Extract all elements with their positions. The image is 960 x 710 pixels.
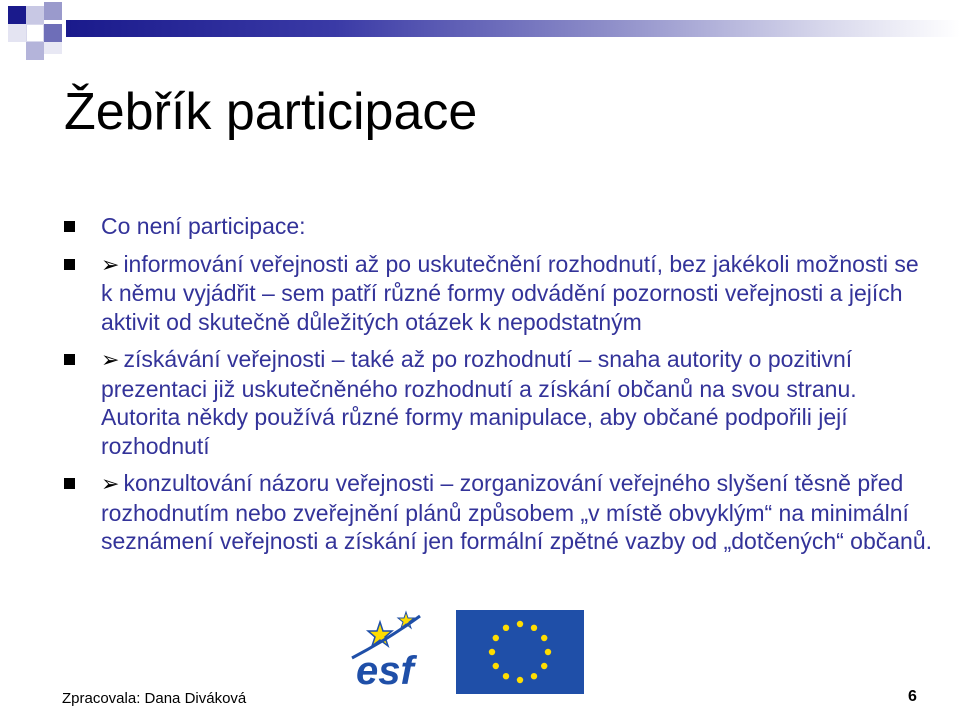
eu-star-icon xyxy=(541,635,547,641)
list-item xyxy=(64,469,934,556)
eu-star-icon xyxy=(493,635,499,641)
arrow-bullet-icon: ➢ xyxy=(101,347,120,372)
list-item xyxy=(64,250,934,337)
eu-star-icon xyxy=(489,649,495,655)
eu-star-icon xyxy=(545,649,551,655)
slide-title: Žebřík participace xyxy=(64,83,478,141)
square-bullet-icon xyxy=(64,221,75,232)
eu-star-icon xyxy=(503,673,509,679)
arrow-bullet-icon: ➢ xyxy=(101,471,120,496)
decor-square xyxy=(44,24,62,42)
eu-star-icon xyxy=(531,673,537,679)
eu-star-icon xyxy=(493,663,499,669)
eu-star-icon xyxy=(517,677,523,683)
eu-star-icon xyxy=(541,663,547,669)
list-item xyxy=(64,212,934,241)
decor-square xyxy=(44,2,62,20)
footer-author: Zpracovala: Dana Diváková xyxy=(62,690,247,707)
eu-star-icon xyxy=(517,621,523,627)
arrow-bullet-icon: ➢ xyxy=(101,251,120,277)
square-bullet-icon xyxy=(64,259,75,270)
eu-star-icon xyxy=(531,625,537,631)
list-item-text: Co není participace: xyxy=(101,213,306,239)
esf-logo xyxy=(350,608,450,688)
eu-flag xyxy=(456,610,584,694)
bullet-list xyxy=(64,212,934,565)
square-bullet-icon xyxy=(64,478,75,489)
list-item xyxy=(64,345,934,460)
decor-square xyxy=(26,42,44,60)
decor-square xyxy=(26,24,44,42)
decor-square xyxy=(44,42,62,54)
header-decoration xyxy=(0,0,960,60)
decor-square xyxy=(8,6,26,24)
esf-logo-text: esf xyxy=(356,649,414,688)
square-bullet-icon xyxy=(64,354,75,365)
eu-star-icon xyxy=(503,625,509,631)
decor-square xyxy=(26,6,44,24)
list-item-text: získávání veřejnosti – také až po rozhodnutí – snaha autority o pozitivní prezentaci již uskutečněného rozhodnutí a získání občanů na svou stranu. Autorita někdy používá různé formy manipulace, aby občané podpořili její rozhodnutí xyxy=(101,346,857,459)
header-gradient-bar xyxy=(66,20,960,37)
list-item-text: konzultování názoru veřejnosti – zorganizování veřejného slyšení těsně před rozhodnutím nebo zveřejnění plánů způsobem „v místě obvyklým“ na minimální seznámení veřejnosti a získání jen formální zpětné vazby od „dotčených“ občanů. xyxy=(101,470,933,554)
page-number: 6 xyxy=(908,688,917,705)
decor-square xyxy=(8,24,26,42)
list-item-text: informování veřejnosti až po uskutečnění rozhodnutí, bez jakékoli možnosti se k němu vyjádřit – sem patří různé formy odvádění pozornosti veřejnosti a jejích aktivit od skutečně důležitých otázek k nepodstatným xyxy=(101,250,919,335)
